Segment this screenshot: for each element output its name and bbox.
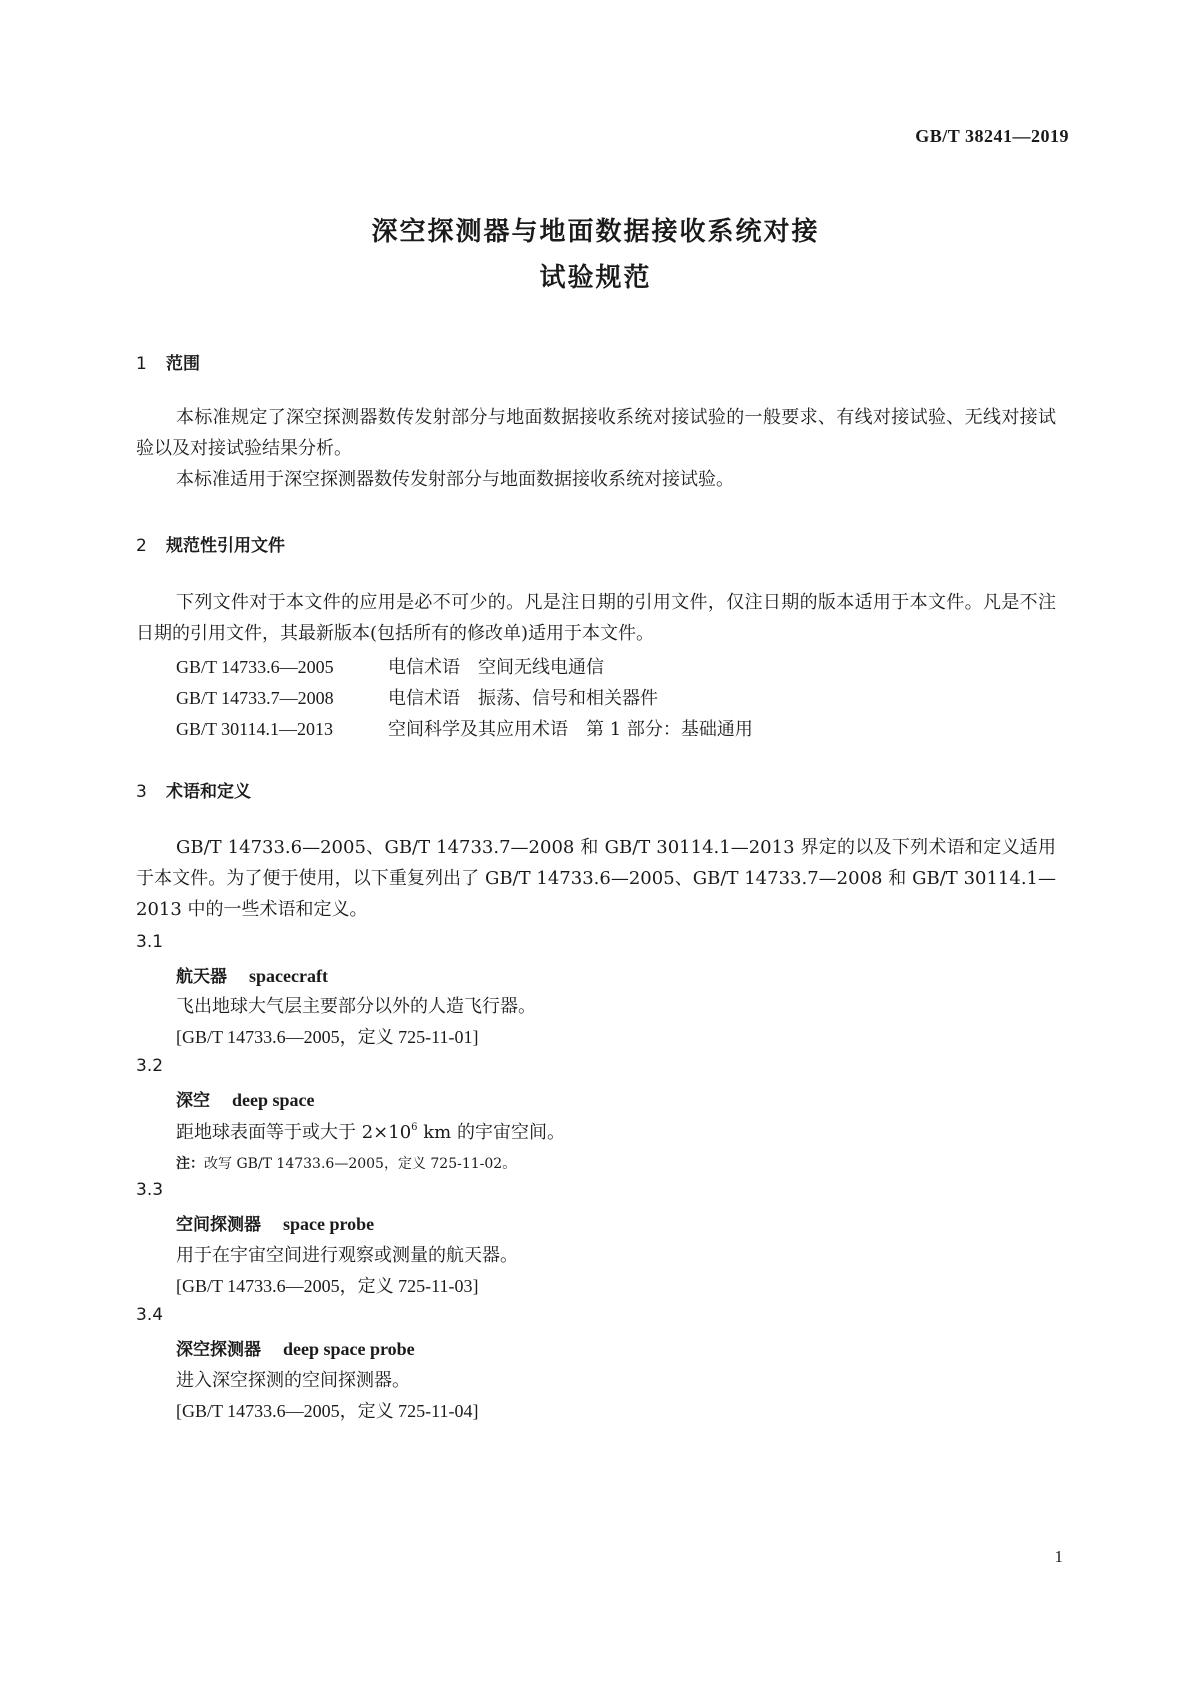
normative-reference (176, 715, 753, 741)
term-definition (176, 1118, 565, 1144)
term-zh: 深空探测器 (176, 1340, 261, 1360)
reference-title: 电信术语 空间无线电通信 (388, 657, 604, 678)
note-label: 注： (176, 1156, 204, 1172)
term-number: 3.2 (136, 1056, 164, 1076)
section-2-heading (136, 531, 285, 556)
reference-code: GB/T 30114.1—2013 (176, 719, 334, 739)
term-entry (176, 1210, 374, 1235)
term-number: 3.4 (136, 1305, 164, 1325)
term-en: deep space probe (283, 1339, 415, 1359)
document-title-line1: 深空探测器与地面数据接收系统对接 (371, 217, 820, 247)
section-title: 术语和定义 (166, 782, 251, 802)
term-source: [GB/T 14733.6—2005，定义 725-11-03] (176, 1276, 479, 1296)
term-entry (176, 1335, 415, 1360)
section-number: 3 (136, 782, 147, 802)
document-title-line2: 试验规范 (539, 263, 652, 293)
reference-title: 空间科学及其应用术语 第 1 部分：基础通用 (388, 719, 753, 740)
paragraph: 下列文件对于本文件的应用是必不可少的。凡是注日期的引用文件，仅注日期的版本适用于本文件。凡是不注日期的引用文件，其最新版本(包括所有的修改单)适用于本文件。 (136, 592, 1056, 644)
definition-text: km 的宇宙空间。 (417, 1122, 565, 1143)
term-en: spacecraft (249, 966, 328, 986)
paragraph: GB/T 14733.6—2005、GB/T 14733.7—2008 和 GB/T 30114.1—2013 界定的以及下列术语和定义适用于本文件。为了便于使用，以下重复列出了 GB/T 14733.6—2005、GB/T 14733.7—2008 和 GB/T 30114.1—2013 中的一些术语和定义。 (136, 837, 1056, 920)
term-definition: 用于在宇宙空间进行观察或测量的航天器。 (176, 1245, 518, 1266)
section-number: 2 (136, 536, 147, 556)
term-number: 3.3 (136, 1180, 164, 1200)
normative-reference (176, 684, 658, 710)
paragraph: 本标准适用于深空探测器数传发射部分与地面数据接收系统对接试验。 (176, 469, 734, 490)
reference-code: GB/T 14733.6—2005 (176, 657, 334, 677)
section-3-heading (136, 777, 251, 802)
term-number: 3.1 (136, 932, 164, 952)
term-definition: 飞出地球大气层主要部分以外的人造飞行器。 (176, 996, 536, 1017)
term-source: [GB/T 14733.6—2005，定义 725-11-01] (176, 1027, 479, 1047)
term-zh: 深空 (176, 1091, 210, 1111)
page-number: 1 (1054, 1547, 1063, 1566)
section-title: 规范性引用文件 (166, 536, 285, 556)
term-zh: 空间探测器 (176, 1215, 261, 1235)
exponent: 6 (411, 1122, 418, 1133)
section-1-heading (136, 349, 200, 374)
term-source: [GB/T 14733.6—2005，定义 725-11-04] (176, 1401, 479, 1421)
section-title: 范围 (166, 354, 200, 374)
reference-code: GB/T 14733.7—2008 (176, 688, 334, 708)
term-entry (176, 962, 328, 987)
term-definition: 进入深空探测的空间探测器。 (176, 1370, 410, 1391)
standard-number: GB/T 38241—2019 (915, 126, 1069, 146)
section-number: 1 (136, 354, 147, 374)
paragraph: 本标准规定了深空探测器数传发射部分与地面数据接收系统对接试验的一般要求、有线对接试验、无线对接试验以及对接试验结果分析。 (136, 407, 1056, 459)
normative-reference (176, 653, 604, 679)
note-text: 改写 GB/T 14733.6—2005，定义 725-11-02。 (204, 1156, 517, 1172)
term-entry (176, 1086, 315, 1111)
definition-text: 距地球表面等于或大于 2×10 (176, 1122, 412, 1143)
term-en: space probe (283, 1214, 375, 1234)
term-en: deep space (232, 1090, 315, 1110)
term-note (176, 1153, 516, 1173)
term-zh: 航天器 (176, 967, 227, 987)
reference-title: 电信术语 振荡、信号和相关器件 (388, 688, 658, 709)
